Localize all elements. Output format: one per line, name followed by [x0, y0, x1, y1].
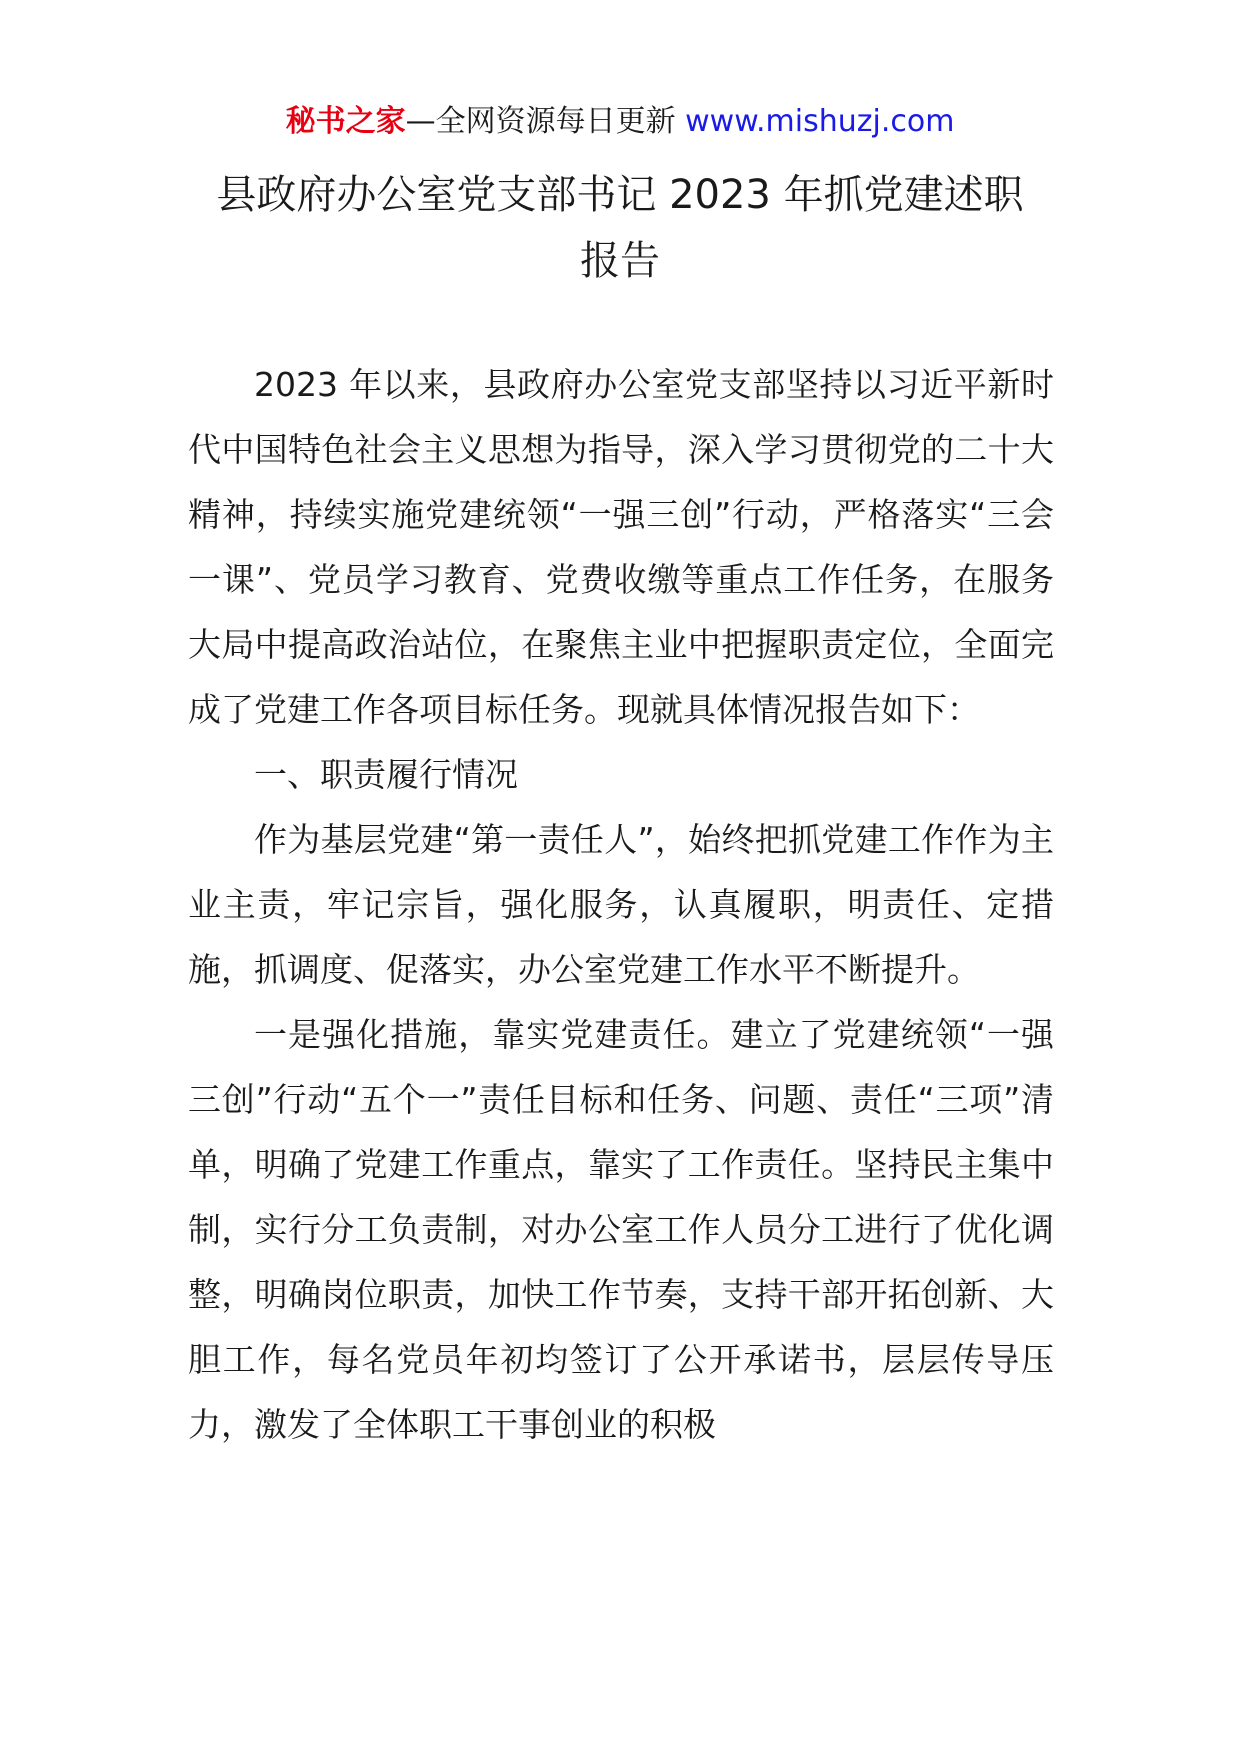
document-body — [188, 352, 1054, 1457]
brand-name: 秘书之家 — [285, 104, 406, 139]
intro-paragraph: 2023 年以来，县政府办公室党支部坚持以习近平新时代中国特色社会主义思想为指导，深入学习贯彻党的二十大精神，持续实施党建统领“一强三创”行动，严格落实“三会一课”、党员学习教育、党费收缴等重点工作任务，在服务大局中提高政治站位，在聚焦主业中把握职责定位，全面完成了党建工作各项目标任务。现就具体情况报告如下： — [188, 365, 1054, 729]
site-header — [0, 100, 1240, 144]
title-line-1: 县政府办公室党支部书记 2023 年抓党建述职 — [216, 172, 1024, 218]
document-title — [0, 162, 1240, 294]
section-heading: 一、职责履行情况 — [254, 755, 518, 794]
header-tagline: —全网资源每日更新 — [405, 104, 676, 139]
title-line-2: 报告 — [580, 238, 660, 284]
body-paragraph: 一是强化措施，靠实党建责任。建立了党建统领“一强三创”行动“五个一”责任目标和任务、问题、责任“三项”清单，明确了党建工作重点，靠实了工作责任。坚持民主集中制，实行分工负责制，对办公室工作人员分工进行了优化调整，明确岗位职责，加快工作节奏，支持干部开拓创新、大胆工作，每名党员年初均签订了公开承诺书，层层传导压力，激发了全体职工干事创业的积极 — [188, 1015, 1054, 1444]
site-url-link[interactable]: www.mishuzj.com — [685, 104, 955, 139]
body-paragraph: 作为基层党建“第一责任人”，始终把抓党建工作作为主业主责，牢记宗旨，强化服务，认真履职，明责任、定措施，抓调度、促落实，办公室党建工作水平不断提升。 — [188, 820, 1054, 989]
